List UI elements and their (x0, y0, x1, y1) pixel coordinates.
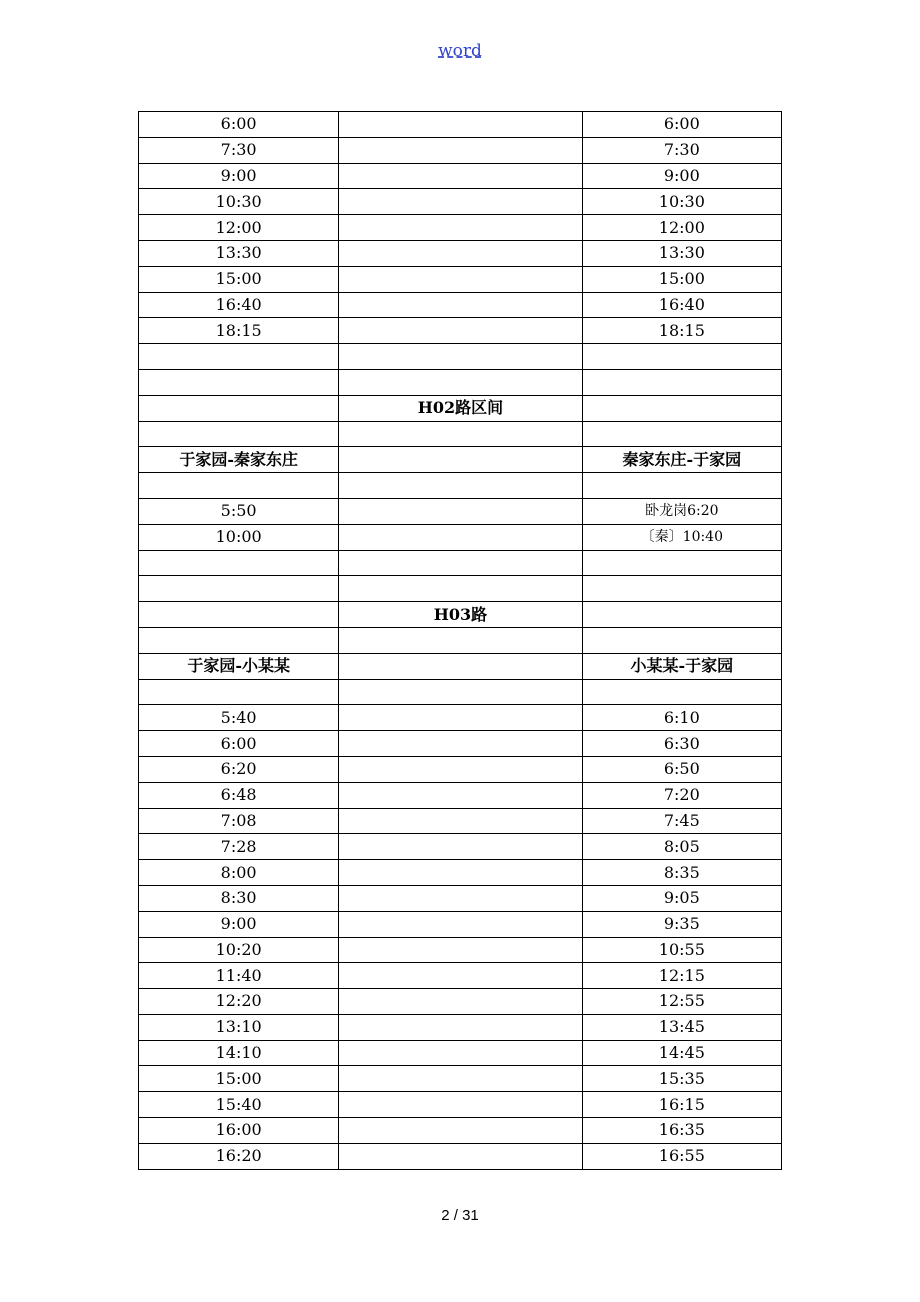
mid-cell (339, 627, 582, 653)
outbound-direction: 于家园-小某某 (139, 653, 339, 679)
right-cell (582, 679, 781, 705)
table-row (139, 163, 782, 189)
table-row (139, 937, 782, 963)
left-cell: 5:50 (139, 498, 339, 524)
table-row (139, 318, 782, 344)
left-cell: 15:00 (139, 1066, 339, 1092)
left-cell (139, 679, 339, 705)
right-cell: 卧龙岗6:20 (582, 498, 781, 524)
left-cell: 13:30 (139, 240, 339, 266)
left-cell: 11:40 (139, 963, 339, 989)
left-cell: 16:20 (139, 1143, 339, 1169)
left-cell: 10:30 (139, 189, 339, 215)
right-cell: 12:55 (582, 989, 781, 1015)
right-cell: 6:30 (582, 731, 781, 757)
left-cell (139, 344, 339, 370)
left-cell: 7:30 (139, 137, 339, 163)
right-cell (582, 421, 781, 447)
table-row (139, 1092, 782, 1118)
table-row (139, 473, 782, 499)
mid-cell (339, 1014, 582, 1040)
table-row (139, 550, 782, 576)
right-cell: 13:45 (582, 1014, 781, 1040)
mid-cell (339, 731, 582, 757)
left-cell: 7:08 (139, 808, 339, 834)
mid-cell (339, 576, 582, 602)
mid-cell (339, 189, 582, 215)
right-cell: 15:35 (582, 1066, 781, 1092)
table-row (139, 266, 782, 292)
table-row (139, 989, 782, 1015)
mid-cell (339, 266, 582, 292)
right-cell: 8:05 (582, 834, 781, 860)
route-title: H02路区间 (339, 395, 582, 421)
table-row (139, 1040, 782, 1066)
mid-cell (339, 860, 582, 886)
mid-cell (339, 473, 582, 499)
direction-header-row (139, 447, 782, 473)
mid-cell (339, 808, 582, 834)
route-title: H03路 (339, 602, 582, 628)
right-cell: 10:55 (582, 937, 781, 963)
outbound-direction: 于家园-秦家东庄 (139, 447, 339, 473)
left-cell: 15:00 (139, 266, 339, 292)
inbound-direction: 小某某-于家园 (582, 653, 781, 679)
mid-cell (339, 112, 582, 138)
mid-cell (339, 240, 582, 266)
right-cell: 9:35 (582, 911, 781, 937)
left-cell: 18:15 (139, 318, 339, 344)
mid-cell (339, 756, 582, 782)
mid-cell (339, 1066, 582, 1092)
left-cell (139, 602, 339, 628)
inbound-direction: 秦家东庄-于家园 (582, 447, 781, 473)
mid-cell (339, 705, 582, 731)
left-cell: 8:30 (139, 885, 339, 911)
bus-timetable (138, 111, 782, 1170)
right-cell: 6:50 (582, 756, 781, 782)
table-row (139, 240, 782, 266)
table-row (139, 189, 782, 215)
table-row (139, 705, 782, 731)
left-cell: 10:00 (139, 524, 339, 550)
mid-cell (339, 989, 582, 1015)
right-cell (582, 602, 781, 628)
left-cell: 12:20 (139, 989, 339, 1015)
mid-cell (339, 215, 582, 241)
mid-cell (339, 1118, 582, 1144)
mid-cell (339, 937, 582, 963)
right-cell: 6:10 (582, 705, 781, 731)
right-cell: 16:15 (582, 1092, 781, 1118)
mid-cell (339, 524, 582, 550)
right-cell (582, 473, 781, 499)
left-cell: 6:00 (139, 112, 339, 138)
mid-cell (339, 782, 582, 808)
left-cell: 14:10 (139, 1040, 339, 1066)
table-row (139, 756, 782, 782)
right-cell: 16:40 (582, 292, 781, 318)
mid-cell (339, 653, 582, 679)
left-cell: 6:00 (139, 731, 339, 757)
direction-header-row (139, 653, 782, 679)
left-cell: 6:48 (139, 782, 339, 808)
left-cell (139, 395, 339, 421)
left-cell: 9:00 (139, 163, 339, 189)
left-cell: 8:00 (139, 860, 339, 886)
table-row (139, 731, 782, 757)
left-cell: 16:00 (139, 1118, 339, 1144)
left-cell (139, 627, 339, 653)
right-cell (582, 550, 781, 576)
right-cell (582, 369, 781, 395)
right-cell (582, 576, 781, 602)
table-row (139, 860, 782, 886)
left-cell: 10:20 (139, 937, 339, 963)
table-row (139, 524, 782, 550)
mid-cell (339, 137, 582, 163)
left-cell: 5:40 (139, 705, 339, 731)
table-row (139, 1118, 782, 1144)
left-cell: 9:00 (139, 911, 339, 937)
mid-cell (339, 318, 582, 344)
table-row (139, 1143, 782, 1169)
mid-cell (339, 447, 582, 473)
right-cell (582, 627, 781, 653)
left-cell: 7:28 (139, 834, 339, 860)
table-row (139, 369, 782, 395)
left-cell (139, 421, 339, 447)
table-row (139, 1066, 782, 1092)
left-cell: 16:40 (139, 292, 339, 318)
header-word-link[interactable]: word (438, 41, 482, 61)
right-cell: 7:20 (582, 782, 781, 808)
right-cell: 9:00 (582, 163, 781, 189)
right-cell (582, 395, 781, 421)
left-cell (139, 369, 339, 395)
right-cell: 14:45 (582, 1040, 781, 1066)
left-cell: 12:00 (139, 215, 339, 241)
table-row (139, 215, 782, 241)
table-row (139, 498, 782, 524)
table-row (139, 137, 782, 163)
mid-cell (339, 421, 582, 447)
left-cell (139, 473, 339, 499)
table-row (139, 576, 782, 602)
table-row (139, 963, 782, 989)
mid-cell (339, 1092, 582, 1118)
table-row (139, 292, 782, 318)
right-cell: 12:00 (582, 215, 781, 241)
mid-cell (339, 344, 582, 370)
mid-cell (339, 163, 582, 189)
mid-cell (339, 292, 582, 318)
left-cell: 15:40 (139, 1092, 339, 1118)
table-row (139, 911, 782, 937)
mid-cell (339, 1040, 582, 1066)
right-cell: 〔秦〕10:40 (582, 524, 781, 550)
right-cell: 15:00 (582, 266, 781, 292)
table-row (139, 344, 782, 370)
right-cell: 9:05 (582, 885, 781, 911)
table-row (139, 782, 782, 808)
mid-cell (339, 911, 582, 937)
right-cell: 18:15 (582, 318, 781, 344)
table-row (139, 808, 782, 834)
right-cell: 6:00 (582, 112, 781, 138)
mid-cell (339, 963, 582, 989)
table-row (139, 112, 782, 138)
right-cell: 16:55 (582, 1143, 781, 1169)
right-cell: 7:30 (582, 137, 781, 163)
table-row (139, 834, 782, 860)
right-cell: 12:15 (582, 963, 781, 989)
mid-cell (339, 679, 582, 705)
right-cell: 10:30 (582, 189, 781, 215)
left-cell (139, 550, 339, 576)
right-cell: 8:35 (582, 860, 781, 886)
table-row (139, 1014, 782, 1040)
mid-cell (339, 550, 582, 576)
table-row (139, 885, 782, 911)
left-cell: 13:10 (139, 1014, 339, 1040)
mid-cell (339, 369, 582, 395)
right-cell: 13:30 (582, 240, 781, 266)
left-cell (139, 576, 339, 602)
mid-cell (339, 498, 582, 524)
route-title-row (139, 602, 782, 628)
mid-cell (339, 1143, 582, 1169)
right-cell (582, 344, 781, 370)
right-cell: 16:35 (582, 1118, 781, 1144)
left-cell: 6:20 (139, 756, 339, 782)
table-row (139, 627, 782, 653)
timetable-body (139, 112, 782, 1170)
table-row (139, 421, 782, 447)
right-cell: 7:45 (582, 808, 781, 834)
table-row (139, 679, 782, 705)
mid-cell (339, 834, 582, 860)
mid-cell (339, 885, 582, 911)
route-title-row (139, 395, 782, 421)
page-number: 2 / 31 (441, 1207, 479, 1224)
